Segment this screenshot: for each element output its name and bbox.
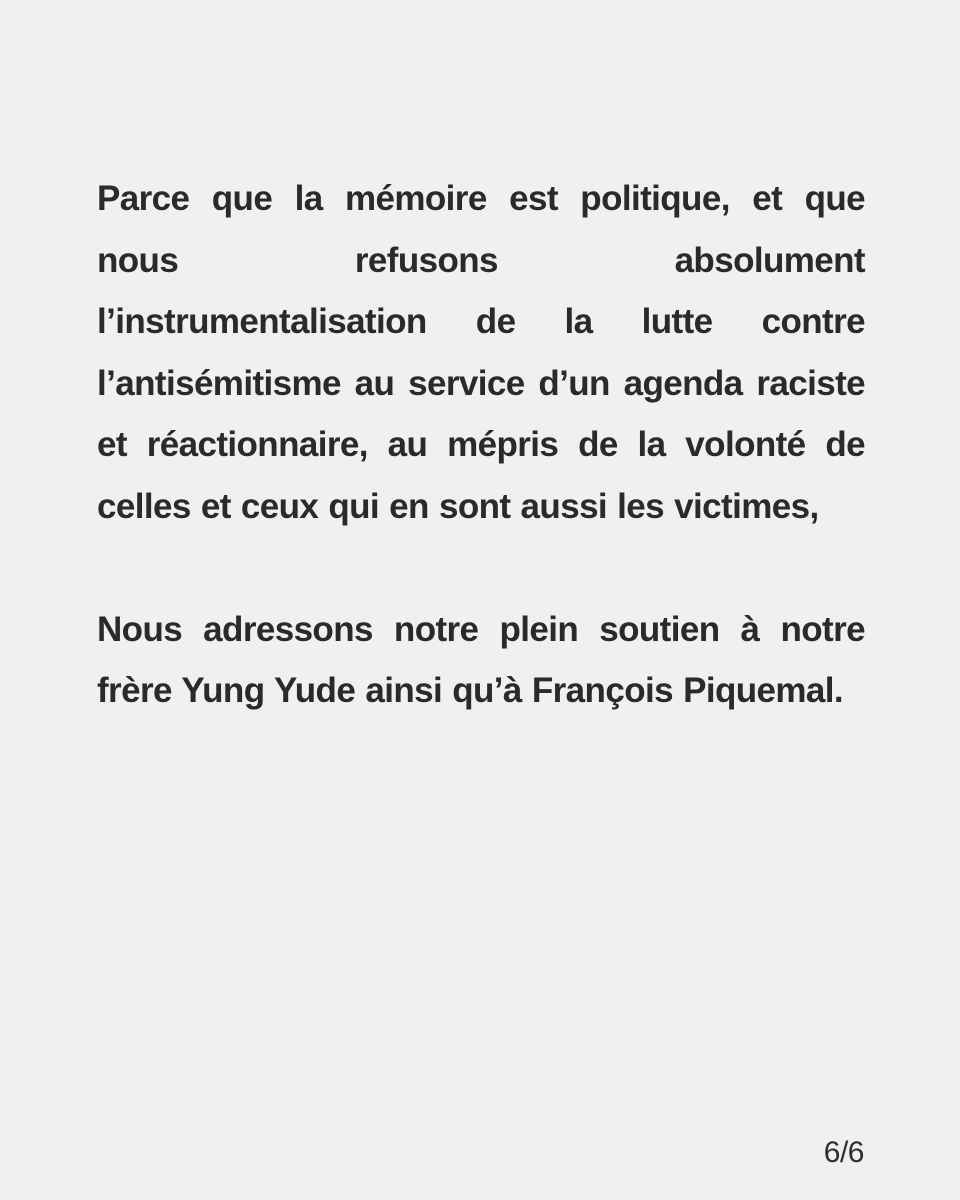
- statement-paragraph-memory: Parce que la mémoire est politique, et que nous refusons absolument l’instrumentalisation de la lutte contre l’antisémitisme au service d’un agenda raciste et réactionnaire, au mépris de la volonté de celles et ceux qui en sont aussi les victimes,: [97, 179, 865, 526]
- statement-text-block: [97, 168, 865, 722]
- statement-paragraph-support: Nous adressons notre plein soutien à notre frère Yung Yude ainsi qu’à François Piquemal.: [97, 609, 865, 710]
- page-counter: 6/6: [823, 1136, 864, 1169]
